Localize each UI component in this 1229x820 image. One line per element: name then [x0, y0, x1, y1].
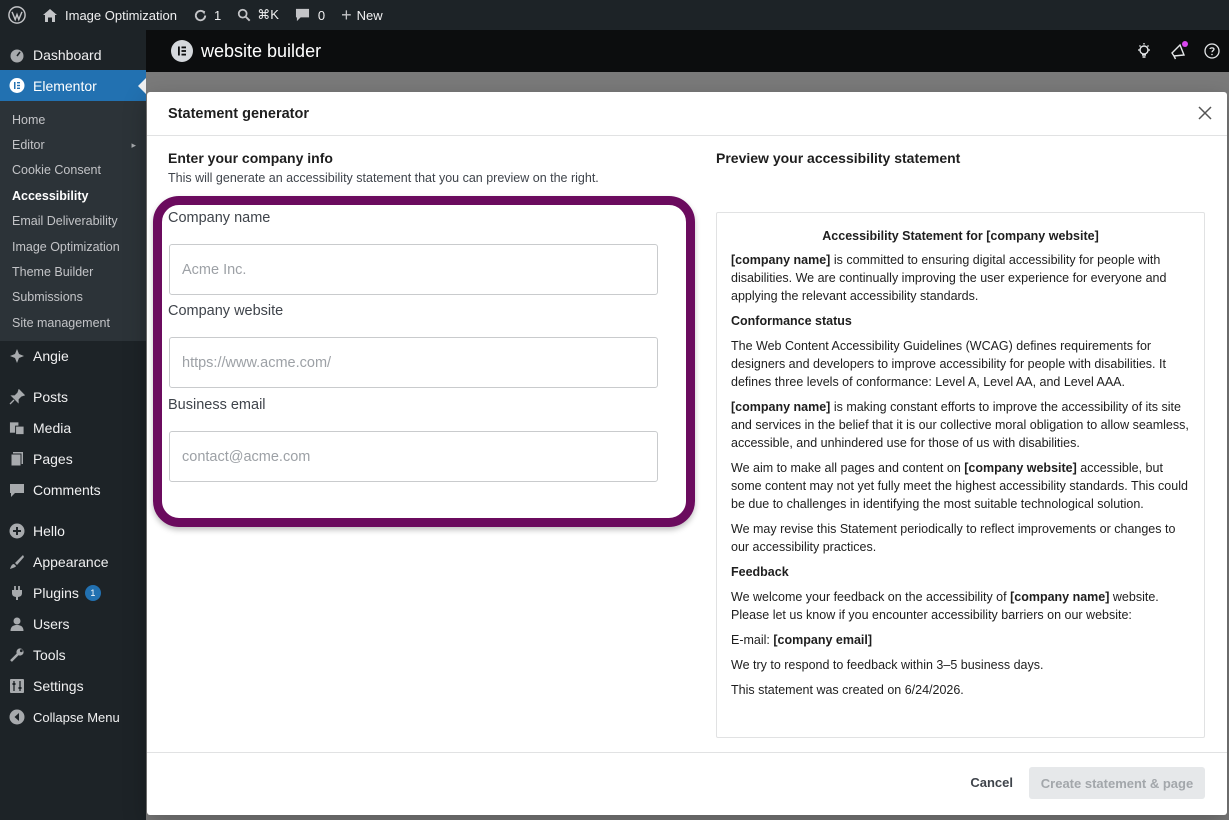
sidebar-label: Appearance	[33, 554, 109, 571]
chevron-right-icon: ▸	[131, 139, 136, 150]
preview-section	[716, 150, 960, 166]
sidebar-label: Collapse Menu	[33, 709, 120, 725]
preview-paragraph: We may revise this Statement periodically to reflect improvements or changes to our accessibility practices.	[731, 522, 1176, 554]
preview-paragraph: This statement was created on 6/24/2026.	[731, 683, 964, 697]
preview-paragraph: [company name] is committed to ensuring digital accessibility for people with disabilities. We are continually improving the user experience for everyone and applying the relevant accessibility standards.	[731, 253, 1167, 303]
preview-paragraph: We welcome your feedback on the accessibility of [company name] website. Please let us know if you encounter accessibility barriers on our website:	[731, 590, 1159, 622]
modal-title: Statement generator	[168, 105, 310, 122]
media-icon	[9, 420, 25, 436]
settings-icon	[9, 678, 25, 694]
submenu-label: Submissions	[12, 290, 83, 305]
top-bar-title: website builder	[201, 40, 322, 61]
submenu-item-home[interactable]	[0, 107, 146, 132]
cancel-button[interactable]: Cancel	[970, 775, 1013, 790]
submenu-item-editor[interactable]	[0, 132, 146, 157]
preview-subheading: Conformance status	[731, 314, 852, 328]
paintbrush-icon	[9, 554, 25, 570]
plug-icon	[9, 585, 25, 601]
hello-theme-icon	[9, 523, 25, 539]
sidebar-item-posts[interactable]	[0, 382, 146, 413]
sidebar-item-collapse-menu[interactable]	[0, 702, 146, 733]
submenu-item-image-optimization[interactable]	[0, 234, 146, 259]
business-email-label: Business email	[168, 397, 266, 413]
submenu-item-submissions[interactable]	[0, 285, 146, 310]
search-link[interactable]	[229, 0, 287, 30]
sidebar-label: Users	[33, 616, 70, 633]
comment-icon	[9, 482, 25, 498]
statement-preview	[716, 212, 1205, 738]
sidebar-label: Tools	[33, 647, 66, 664]
pushpin-icon	[9, 389, 25, 405]
sidebar-label: Dashboard	[33, 46, 102, 63]
submenu-label: Image Optimization	[12, 239, 120, 254]
sidebar-label: Angie	[33, 348, 69, 365]
sidebar-label: Settings	[33, 678, 84, 695]
sidebar-item-users[interactable]	[0, 609, 146, 640]
sidebar-label: Media	[33, 420, 72, 437]
site-name-label: Image Optimization	[65, 7, 177, 23]
admin-bar	[0, 0, 1229, 30]
submenu-label: Site management	[12, 315, 110, 330]
angie-icon	[9, 348, 25, 364]
plus-icon: +	[341, 5, 352, 25]
sidebar-label: Pages	[33, 451, 73, 468]
comments-link[interactable]	[287, 0, 333, 30]
plugins-update-badge: 1	[85, 585, 101, 601]
refresh-icon	[193, 8, 208, 23]
sidebar-item-appearance[interactable]	[0, 547, 146, 578]
submenu-item-cookie-consent[interactable]	[0, 158, 146, 183]
preview-paragraph: [company name] is making constant efforts to improve the accessibility of its site and services in the belief that it is our collective moral obligation to allow seamless, accessible, and unhindered use for those of us with disabilities.	[731, 400, 1189, 450]
company-name-label: Company name	[168, 210, 271, 226]
preview-paragraph: The Web Content Accessibility Guidelines (WCAG) defines requirements for designers and developers to improve accessibility for people with disabilities. It defines three levels of conformance: Level A, Level AA, and Level AAA.	[731, 339, 1166, 389]
site-name-link[interactable]	[34, 0, 185, 30]
submenu-label: Cookie Consent	[12, 163, 101, 178]
admin-sidebar	[0, 30, 146, 820]
company-name-input[interactable]	[169, 244, 658, 295]
company-website-input[interactable]	[169, 337, 658, 388]
submenu-label: Home	[12, 112, 46, 127]
home-icon	[42, 8, 58, 23]
comment-icon	[295, 8, 310, 22]
elementor-icon	[9, 78, 25, 94]
sidebar-item-angie[interactable]	[0, 341, 146, 372]
sidebar-item-plugins[interactable]	[0, 578, 146, 609]
submenu-item-email-deliverability[interactable]	[0, 209, 146, 234]
new-label: New	[356, 7, 383, 23]
sidebar-label: Elementor	[33, 77, 97, 94]
company-website-label: Company website	[168, 303, 284, 319]
create-statement-button[interactable]: Create statement & page	[1029, 767, 1205, 799]
wrench-icon	[9, 647, 25, 663]
dashboard-icon	[9, 47, 25, 63]
sidebar-item-elementor[interactable]	[0, 70, 146, 101]
preview-paragraph: We aim to make all pages and content on [company website] accessible, but some content may not yet fully meet the highest accessibility standards. This could be due to challenges in identifying the most suitable technological solution.	[731, 461, 1188, 511]
submenu-label: Accessibility	[12, 188, 89, 203]
sidebar-item-tools[interactable]	[0, 640, 146, 671]
user-icon	[9, 616, 25, 632]
preview-heading: Preview your accessibility statement	[716, 150, 961, 166]
submenu-item-accessibility[interactable]	[0, 183, 146, 208]
submenu-label: Email Deliverability	[12, 214, 118, 229]
submenu-item-theme-builder[interactable]	[0, 259, 146, 284]
search-icon	[237, 8, 251, 22]
sidebar-item-hello[interactable]	[0, 516, 146, 547]
modal-header	[147, 92, 1227, 136]
notification-dot	[1182, 41, 1188, 47]
sidebar-item-comments[interactable]	[0, 475, 146, 506]
company-info-section	[168, 150, 658, 185]
elementor-logo-icon	[171, 40, 193, 62]
sidebar-label: Plugins	[33, 585, 79, 602]
pages-icon	[9, 451, 25, 467]
preview-title: Accessibility Statement for [company website]	[822, 229, 1099, 243]
business-email-input[interactable]	[169, 431, 658, 482]
updates-count: 1	[214, 7, 222, 23]
collapse-icon	[9, 709, 25, 725]
elementor-top-bar	[146, 30, 1229, 72]
sidebar-item-media[interactable]	[0, 413, 146, 444]
preview-paragraph: E-mail: [company email]	[731, 633, 873, 647]
sidebar-item-dashboard[interactable]	[0, 39, 146, 70]
search-shortcut: ⌘K	[257, 7, 279, 22]
statement-generator-modal	[147, 92, 1227, 815]
submenu-item-site-management[interactable]	[0, 310, 146, 335]
company-info-heading: Enter your company info	[168, 150, 333, 166]
help-icon[interactable]	[1203, 40, 1221, 62]
elementor-submenu	[0, 101, 146, 341]
new-content-link[interactable]	[333, 0, 391, 30]
company-info-subtext: This will generate an accessibility statement that you can preview on the right.	[168, 171, 599, 185]
preview-subheading: Feedback	[731, 565, 789, 579]
submenu-label: Theme Builder	[12, 265, 94, 280]
preview-paragraph: We try to respond to feedback within 3–5 business days.	[731, 658, 1044, 672]
comments-count: 0	[317, 7, 326, 23]
wordpress-logo-icon[interactable]	[0, 0, 34, 30]
sidebar-label: Hello	[33, 523, 65, 540]
modal-footer	[147, 752, 1227, 815]
sidebar-label: Comments	[33, 482, 101, 499]
submenu-label: Editor	[12, 138, 45, 153]
megaphone-icon[interactable]	[1169, 40, 1187, 62]
sidebar-item-pages[interactable]	[0, 444, 146, 475]
sidebar-label: Posts	[33, 389, 69, 406]
close-icon[interactable]	[1197, 105, 1213, 121]
lightbulb-icon[interactable]	[1135, 40, 1153, 62]
sidebar-item-settings[interactable]	[0, 671, 146, 702]
updates-link[interactable]	[185, 0, 229, 30]
